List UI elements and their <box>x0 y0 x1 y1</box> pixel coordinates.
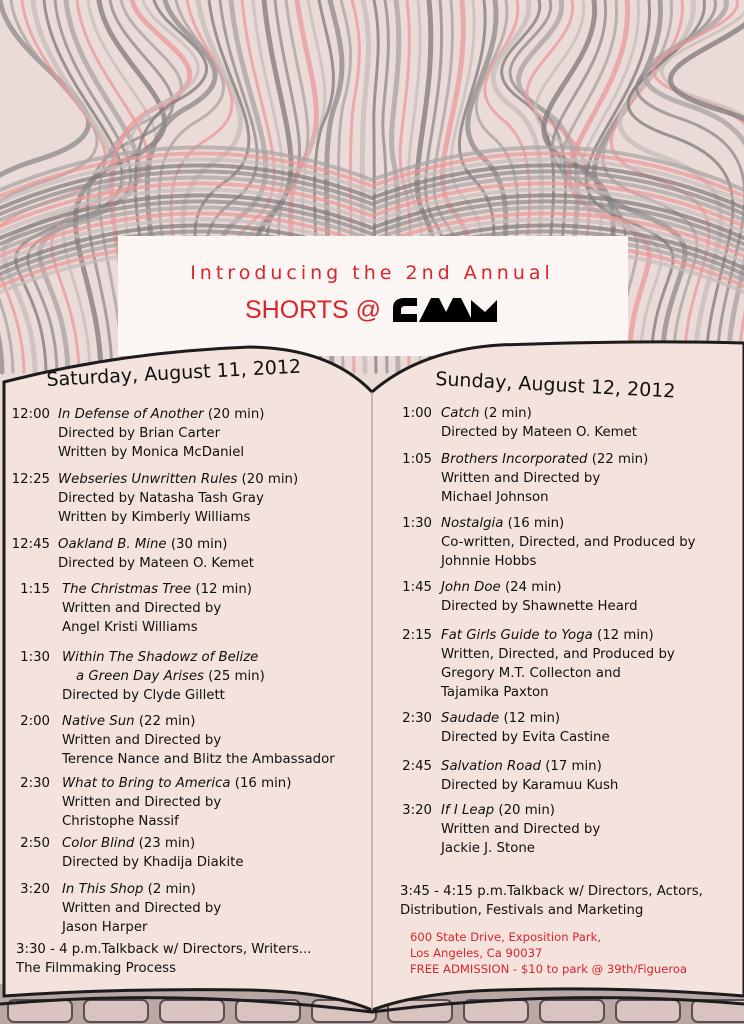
film-title: In Defense of Another <box>58 407 204 422</box>
entry-time: 2:45 <box>402 759 432 774</box>
entry-title-line <box>441 450 648 469</box>
venue-info <box>410 929 687 977</box>
entry-credit: Michael Johnson <box>441 490 549 505</box>
film-title: In This Shop <box>62 882 144 897</box>
entry-credit: Co-written, Directed, and Produced by <box>441 535 696 550</box>
entry-credit: Written and Directed by <box>441 471 601 486</box>
entry-details <box>62 712 335 769</box>
entry-details <box>62 834 244 872</box>
entry-details <box>441 626 675 702</box>
entry-time: 12:00 <box>11 407 50 422</box>
entry-credit: Directed by Natasha Tash Gray <box>58 491 264 506</box>
sunday-talkback-line: Distribution, Festivals and Marketing <box>400 903 644 918</box>
entry-details <box>441 450 648 507</box>
entry-credit: Written, Directed, and Produced by <box>441 647 675 662</box>
film-title: If I Leap <box>441 803 495 818</box>
caam-logo-icon <box>391 294 499 326</box>
entry-title-line <box>441 514 696 533</box>
film-title: What to Bring to America <box>62 776 231 791</box>
entry-credit: Terence Nance and Blitz the Ambassador <box>62 752 335 767</box>
film-title: Webseries Unwritten Rules <box>58 472 238 487</box>
entry-time: 2:50 <box>20 836 50 851</box>
entry-credit: Gregory M.T. Collecton and <box>441 666 621 681</box>
entry-credit: Angel Kristi Williams <box>62 620 198 635</box>
film-title: Native Sun <box>62 714 135 729</box>
film-length: (12 min) <box>195 582 252 597</box>
entry-credit: Directed by Mateen O. Kemet <box>441 425 638 440</box>
entry-credit: Written and Directed by <box>62 733 222 748</box>
entry-credit: Directed by Clyde Gillett <box>62 688 225 703</box>
entry-title-line <box>62 774 291 793</box>
film-title: Brothers Incorporated <box>441 452 588 467</box>
film-title: Oakland B. Mine <box>58 537 167 552</box>
event-header <box>0 262 744 326</box>
film-length: (12 min) <box>597 628 654 643</box>
entry-time: 1:30 <box>402 516 432 531</box>
intro-heading: Introducing the 2nd Annual <box>190 262 554 284</box>
film-length: (20 min) <box>207 407 265 422</box>
entry-details <box>441 709 610 747</box>
entry-title-line <box>441 578 638 597</box>
entry-details <box>58 535 254 573</box>
caam-logo <box>391 294 499 326</box>
entry-credit: Tajamika Paxton <box>441 685 549 700</box>
entry-details <box>62 880 221 937</box>
entry-title-line <box>441 404 637 423</box>
entry-credit: Written and Directed by <box>62 601 222 616</box>
entry-time: 2:30 <box>20 776 50 791</box>
film-length: (2 min) <box>147 882 196 897</box>
entry-title-line <box>62 648 265 667</box>
entry-credit: Written by Monica McDaniel <box>58 445 245 460</box>
saturday-talkback-line: 3:30 - 4 p.m.Talkback w/ Directors, Writers... <box>16 942 312 957</box>
entry-details <box>441 514 696 571</box>
sunday-talkback-line: 3:45 - 4:15 p.m.Talkback w/ Directors, Actors, <box>400 884 703 899</box>
entry-title-line <box>62 712 335 731</box>
entry-title-line <box>441 709 610 728</box>
entry-credit: Directed by Khadija Diakite <box>62 855 244 870</box>
entry-time: 2:00 <box>20 714 50 729</box>
entry-details <box>62 774 291 831</box>
film-length: (12 min) <box>503 711 561 726</box>
film-length: (22 min) <box>591 452 649 467</box>
entry-details <box>62 580 252 637</box>
entry-time: 3:20 <box>20 882 50 897</box>
film-length: (2 min) <box>483 406 532 421</box>
entry-credit: Directed by Shawnette Heard <box>441 599 638 614</box>
entry-title-line <box>62 834 244 853</box>
entry-details <box>62 648 265 705</box>
entry-time: 1:00 <box>402 406 432 421</box>
film-title: Catch <box>441 406 480 421</box>
film-title: Nostalgia <box>441 516 504 531</box>
sunday-heading: Sunday, August 12, 2012 <box>434 368 676 403</box>
saturday-heading: Saturday, August 11, 2012 <box>46 355 302 391</box>
film-length: (24 min) <box>504 580 562 595</box>
film-title: Saudade <box>441 711 500 726</box>
film-length: (16 min) <box>507 516 565 531</box>
entry-title-line <box>441 801 600 820</box>
entry-details <box>441 801 600 858</box>
entry-credit: Directed by Mateen O. Kemet <box>58 556 255 571</box>
entry-time: 12:45 <box>11 537 50 552</box>
film-title: John Doe <box>441 580 501 595</box>
entry-credit: Directed by Evita Castine <box>441 730 610 745</box>
film-title: The Christmas Tree <box>62 582 192 597</box>
entry-time: 12:25 <box>11 472 50 487</box>
entry-title-line <box>441 626 675 645</box>
entry-time: 1:30 <box>20 650 50 665</box>
film-length: (17 min) <box>545 759 602 774</box>
film-length: (20 min) <box>241 472 299 487</box>
entry-details <box>441 404 637 442</box>
entry-time: 2:30 <box>402 711 432 726</box>
shorts-line <box>0 294 744 326</box>
entry-title-line <box>441 757 618 776</box>
venue-address: 600 State Drive, Exposition Park, <box>410 930 602 944</box>
admission-info: FREE ADMISSION - $10 to park @ 39th/Figueroa <box>410 962 688 976</box>
entry-time: 1:15 <box>20 582 50 597</box>
shorts-label: SHORTS @ <box>244 295 382 324</box>
entry-credit: Johnnie Hobbs <box>441 554 537 569</box>
entry-title-line <box>62 580 252 599</box>
entry-credit: Christophe Nassif <box>62 814 179 829</box>
entry-title-line <box>58 535 254 554</box>
film-length: (23 min) <box>138 836 196 851</box>
entry-credit: Jackie J. Stone <box>441 841 535 856</box>
entry-title-line <box>58 405 264 424</box>
entry-credit: Written and Directed by <box>441 822 601 837</box>
entry-time: 2:15 <box>402 628 432 643</box>
saturday-talkback <box>16 940 312 978</box>
film-title: Salvation Road <box>441 759 541 774</box>
film-length: (20 min) <box>498 803 555 818</box>
entry-time: 3:20 <box>402 803 432 818</box>
entry-credit: Written and Directed by <box>62 901 222 916</box>
entry-credit: Jason Harper <box>62 920 148 935</box>
film-length: (22 min) <box>138 714 196 729</box>
entry-details <box>58 405 264 462</box>
film-title: Color Blind <box>62 836 135 851</box>
film-title-cont: a Green Day Arises <box>76 669 204 684</box>
film-length: (25 min) <box>208 669 265 684</box>
entry-time: 1:45 <box>402 580 432 595</box>
film-length: (16 min) <box>234 776 292 791</box>
saturday-talkback-line: The Filmmaking Process <box>16 961 177 976</box>
film-title: Fat Girls Guide to Yoga <box>441 628 593 643</box>
entry-title-line <box>62 880 221 899</box>
venue-city: Los Angeles, Ca 90037 <box>410 946 543 960</box>
film-length: (30 min) <box>170 537 228 552</box>
entry-credit: Written by Kimberly Williams <box>58 510 251 525</box>
entry-details <box>441 578 638 616</box>
entry-credit: Written and Directed by <box>62 795 222 810</box>
entry-details <box>441 757 618 795</box>
entry-title-line <box>62 667 265 686</box>
entry-title-line <box>58 470 298 489</box>
entry-credit: Directed by Karamuu Kush <box>441 778 619 793</box>
sunday-talkback <box>400 882 703 920</box>
entry-credit: Directed by Brian Carter <box>58 426 221 441</box>
entry-time: 1:05 <box>402 452 432 467</box>
entry-details <box>58 470 298 527</box>
film-title: Within The Shadowz of Belize <box>62 650 259 665</box>
